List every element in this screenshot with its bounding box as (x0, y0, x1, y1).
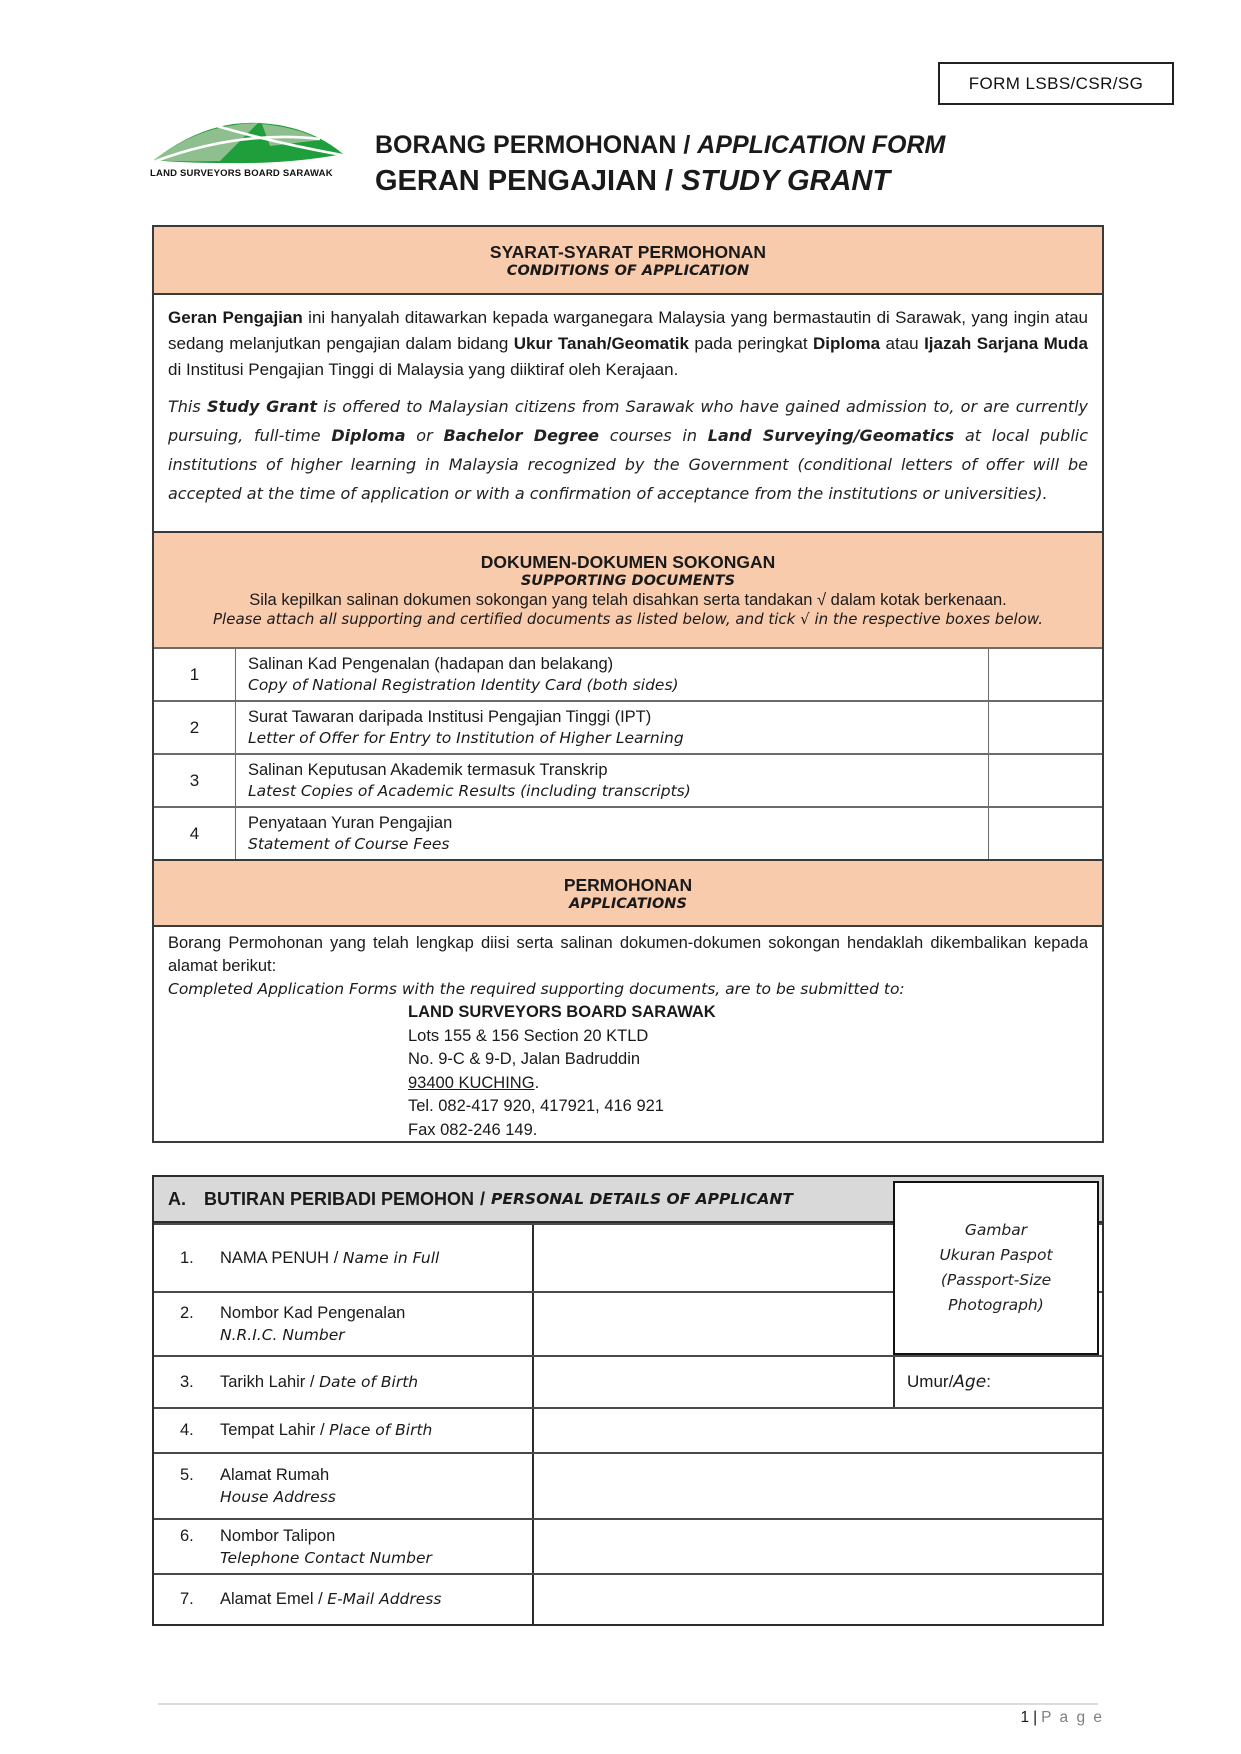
field-label: 2. Nombor Kad Pengenalan N.R.I.C. Number (180, 1304, 406, 1344)
applications-body (154, 925, 1102, 1141)
title1-malay: BORANG PERMOHONAN (375, 131, 677, 159)
address-line-2: No. 9-C & 9-D, Jalan Badruddin (408, 1050, 641, 1068)
document-row-number: 4 (154, 808, 236, 859)
dob-input-cell[interactable] (532, 1357, 893, 1407)
field-label: 6. Nombor Talipon Telephone Contact Number (180, 1526, 432, 1567)
footer-divider (158, 1703, 1098, 1705)
conditions-body (154, 293, 1102, 531)
applications-title-malay: PERMOHONAN (563, 874, 693, 895)
field-label: 5. Alamat Rumah House Address (180, 1466, 336, 1506)
section-title-english: PERSONAL DETAILS OF APPLICANT (491, 1190, 793, 1208)
field-label: 4. Tempat Lahir / Place of Birth (180, 1421, 433, 1439)
pob-input-cell[interactable] (532, 1409, 1102, 1452)
surveyors-board-logo-icon (150, 116, 346, 166)
document-row-2 (154, 700, 1102, 753)
field-row-dob (154, 1355, 1102, 1407)
document-row-text: Penyataan Yuran Pengajian Statement of Course Fees (236, 808, 989, 859)
address-line-1: Lots 155 & 156 Section 20 KTLD (408, 1026, 649, 1045)
submission-address (168, 1001, 1088, 1142)
address-org-name: LAND SURVEYORS BOARD SARAWAK (408, 1003, 716, 1021)
telephone-input-cell[interactable] (532, 1520, 1102, 1573)
applications-header (154, 859, 1102, 925)
tick-box-2[interactable] (989, 702, 1102, 753)
tick-box-1[interactable] (989, 649, 1102, 700)
section-a-header: A. BUTIRAN PERIBADI PEMOHON / PERSONAL DETAILS OF APPLICANT (154, 1177, 1102, 1223)
logo-caption: LAND SURVEYORS BOARD SARAWAK (150, 168, 333, 179)
title2-malay: GERAN PENGAJIAN (375, 165, 657, 198)
applications-title-english: APPLICATIONS (569, 895, 687, 912)
documents-header (154, 531, 1102, 647)
org-logo (150, 116, 350, 179)
applications-text-malay: Borang Permohonan yang telah lengkap diisi serta salinan dokumen-dokumen sokongan hendaklah dikembalikan kepada alamat berikut: (168, 934, 1088, 975)
form-code-text: FORM LSBS/CSR/SG (968, 73, 1144, 93)
form-code-box (938, 62, 1174, 105)
document-row-number: 1 (154, 649, 236, 700)
applications-text-english: Completed Application Forms with the required supporting documents, are to be submitted to: (168, 980, 905, 998)
email-input-cell[interactable] (532, 1575, 1102, 1624)
section-title-malay: BUTIRAN PERIBADI PEMOHON (204, 1188, 475, 1209)
field-row-pob (154, 1407, 1102, 1452)
conditions-title-english: CONDITIONS OF APPLICATION (506, 262, 750, 279)
conditions-paragraph-malay: Geran Pengajian ini hanyalah ditawarkan kepada warganegara Malaysia yang bermastautin di Sarawak, yang ingin atau sedang melanjutkan pengajian dalam bidang Ukur Tanah/Geomatik pada peringkat Diploma atau Ijazah Sarjana Muda di Institusi Pengajian Tinggi di Malaysia yang diiktiraf oleh Kerajaan. (168, 308, 1088, 379)
address-telephone: Tel. 082-417 920, 417921, 416 921 (408, 1097, 664, 1115)
document-title (375, 130, 945, 200)
field-row-telephone (154, 1518, 1102, 1573)
passport-photo-box[interactable]: Gambar Ukuran Paspot (Passport-Size Photograph) (893, 1181, 1099, 1355)
document-row-1 (154, 647, 1102, 700)
title-line-1: BORANG PERMOHONAN / APPLICATION FORM (375, 131, 946, 159)
document-row-text: Salinan Keputusan Akademik termasuk Transkrip Latest Copies of Academic Results (including transcripts) (236, 755, 989, 806)
field-label: 3. Tarikh Lahir / Date of Birth (180, 1372, 419, 1391)
field-row-email (154, 1573, 1102, 1624)
info-table (152, 225, 1104, 1143)
document-row-number: 2 (154, 702, 236, 753)
title2-english: STUDY GRANT (681, 165, 891, 198)
section-letter: A. (168, 1188, 186, 1209)
page-number: 1 | P a g e (1020, 1709, 1104, 1726)
title-line-2: GERAN PENGAJIAN / STUDY GRANT (375, 165, 891, 198)
document-row-text: Salinan Kad Pengenalan (hadapan dan belakang) Copy of National Registration Identity Card (both sides) (236, 649, 989, 700)
document-row-4 (154, 806, 1102, 859)
conditions-paragraph-english: This Study Grant is offered to Malaysian citizens from Sarawak who have gained admission to, or are currently pursuing, full-time Diploma or Bachelor Degree courses in Land Surveying/Geomatics at local public institutions of higher learning in Malaysia recognized by the Government (conditional letters of offer will be accepted at the time of application or with a confirmation of acceptance from the institutions or universities). (168, 397, 1089, 503)
field-row-home-address (154, 1452, 1102, 1518)
age-cell[interactable]: Umur / Age : (893, 1357, 1102, 1407)
field-label: 1. NAMA PENUH / Name in Full (180, 1248, 440, 1267)
documents-note-english: Please attach all supporting and certified documents as listed below, and tick √ in the respective boxes below. (213, 610, 1043, 628)
home-address-input-cell[interactable] (532, 1454, 1102, 1518)
tick-box-4[interactable] (989, 808, 1102, 859)
address-city: 93400 KUCHING. (408, 1073, 540, 1092)
documents-note-malay: Sila kepilkan salinan dokumen sokongan yang telah disahkan serta tandakan √ dalam kotak berkenaan. (249, 591, 1007, 609)
conditions-header (154, 227, 1102, 293)
conditions-title-malay: SYARAT-SYARAT PERMOHONAN (489, 241, 767, 262)
tick-box-3[interactable] (989, 755, 1102, 806)
title1-english: APPLICATION FORM (697, 131, 946, 159)
document-row-number: 3 (154, 755, 236, 806)
documents-title-english: SUPPORTING DOCUMENTS (520, 573, 736, 589)
document-row-text: Surat Tawaran daripada Institusi Pengajian Tinggi (IPT) Letter of Offer for Entry to Institution of Higher Learning (236, 702, 989, 753)
address-fax: Fax 082-246 149. (408, 1120, 538, 1139)
documents-title-malay: DOKUMEN-DOKUMEN SOKONGAN (480, 552, 776, 572)
field-label: 7. Alamat Emel / E-Mail Address (180, 1590, 442, 1608)
document-row-3 (154, 753, 1102, 806)
